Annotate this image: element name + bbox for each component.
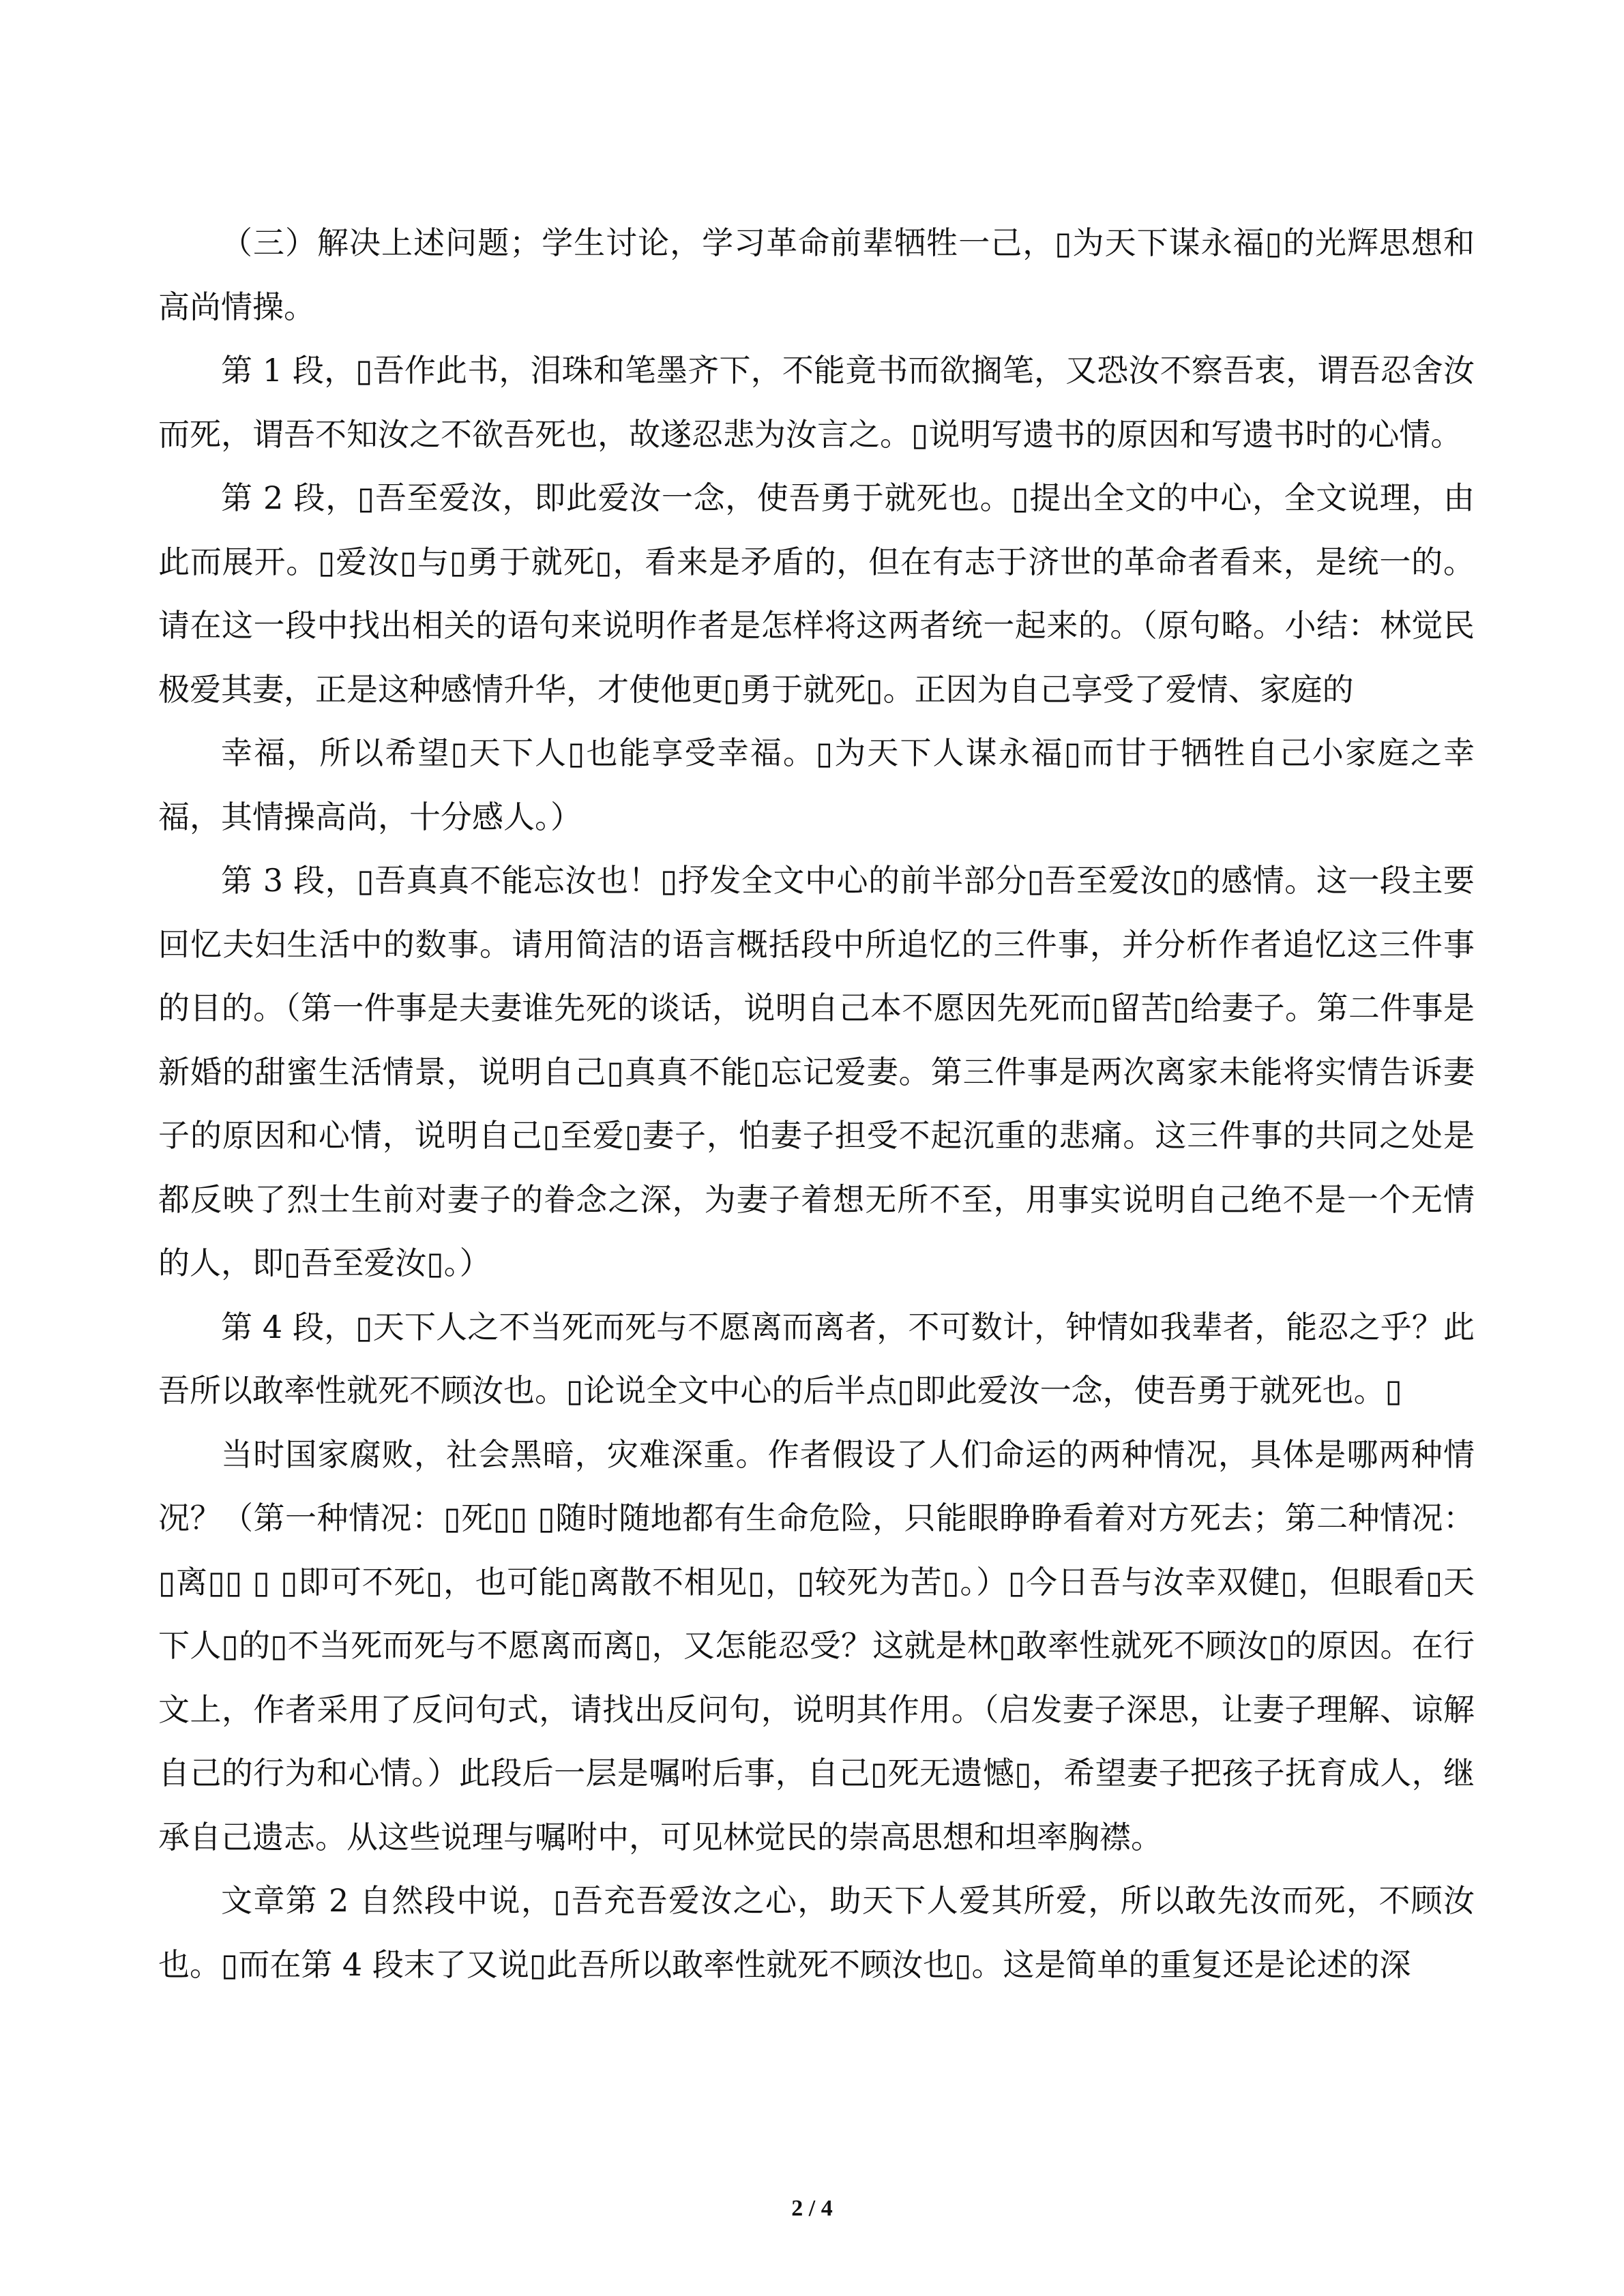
paragraph-section-2-continued: 幸福，所以希望▯天下人▯也能享受幸福。▯为天下人谋永福▯而甘于牺牲自己小家庭之幸福，其情操高尚，十分感人。） [158, 734, 1475, 835]
paragraph-section-3: 第 3 段，▯吾真真不能忘汝也！▯抒发全文中心的前半部分▯吾至爱汝▯的感情。这一段主要回忆夫妇生活中的数事。请用简洁的语言概括段中所追忆的三件事，并分析作者追忆这三件事的目的。（第一件事是夫妻谁先死的谈话，说明自己本不愿因先死而▯留苦▯给妻子。第二件事是新婚的甜蜜生活情景，说明自己▯真真不能▯忘记爱妻。第三件事是两次离家未能将实情告诉妻子的原因和心情，说明自己▯至爱▯妻子，怕妻子担受不起沉重的悲痛。这三件事的共同之处是都反映了烈士生前对妻子的眷念之深，为妻子着想无所不至，用事实说明自己绝不是一个无情的人，即▯吾至爱汝▯。） [158, 862, 1475, 1281]
paragraph-repetition-question: 文章第 2 自然段中说，▯吾充吾爱汝之心，助天下人爱其所爱，所以敢先汝而死，不顾汝也。▯而在第 4 段末了又说▯此吾所以敢率性就死不顾汝也▯。这是简单的重复还是论述的深 [158, 1882, 1475, 1983]
paragraph-intro: （三）解决上述问题；学生讨论，学习革命前辈牺牲一己，▯为天下谋永福▯的光辉思想和高尚情操。 [158, 224, 1475, 325]
page-number: 2 / 4 [791, 2196, 833, 2221]
paragraph-section-1: 第 1 段，▯吾作此书，泪珠和笔墨齐下，不能竟书而欲搁笔，又恐汝不察吾衷，谓吾忍舍汝而死，谓吾不知汝之不欲吾死也，故遂忍悲为汝言之。▯说明写遗书的原因和写遗书时的心情。 [158, 352, 1475, 453]
paragraph-section-4-analysis: 当时国家腐败，社会黑暗，灾难深重。作者假设了人们命运的两种情况，具体是哪两种情况？（第一种情况：▯死▯▯ ▯随时随地都有生命危险，只能眼睁睁看着对方死去；第二种情况：▯离▯▯ ▯ ▯即可不死▯，也可能▯离散不相见▯，▯较死为苦▯。）▯今日吾与汝幸双健▯，但眼看▯天下人▯的▯不当死而死与不愿离而离▯，又怎能忍受？这就是林▯敢率性就死不顾汝▯的原因。在行文上，作者采用了反问句式，请找出反问句，说明其作用。（启发妻子深思，让妻子理解、谅解自己的行为和心情。）此段后一层是嘱咐后事，自己▯死无遗憾▯，希望妻子把孩子抚育成人，继承自己遗志。从这些说理与嘱咐中，可见林觉民的崇高思想和坦率胸襟。 [158, 1435, 1475, 1855]
document-body [158, 211, 1475, 1997]
paragraph-section-2: 第 2 段，▯吾至爱汝，即此爱汝一念，使吾勇于就死也。▯提出全文的中心，全文说理，由此而展开。▯爱汝▯与▯勇于就死▯，看来是矛盾的，但在有志于济世的革命者看来，是统一的。请在这一段中找出相关的语句来说明作者是怎样将这两者统一起来的。（原句略。小结：林觉民极爱其妻，正是这种感情升华，才使他更▯勇于就死▯。正因为自己享受了爱情、家庭的 [158, 479, 1475, 708]
paragraph-section-4: 第 4 段，▯天下人之不当死而死与不愿离而离者，不可数计，钟情如我辈者，能忍之乎？此吾所以敢率性就死不顾汝也。▯论说全文中心的后半点▯即此爱汝一念，使吾勇于就死也。▯ [158, 1308, 1475, 1409]
